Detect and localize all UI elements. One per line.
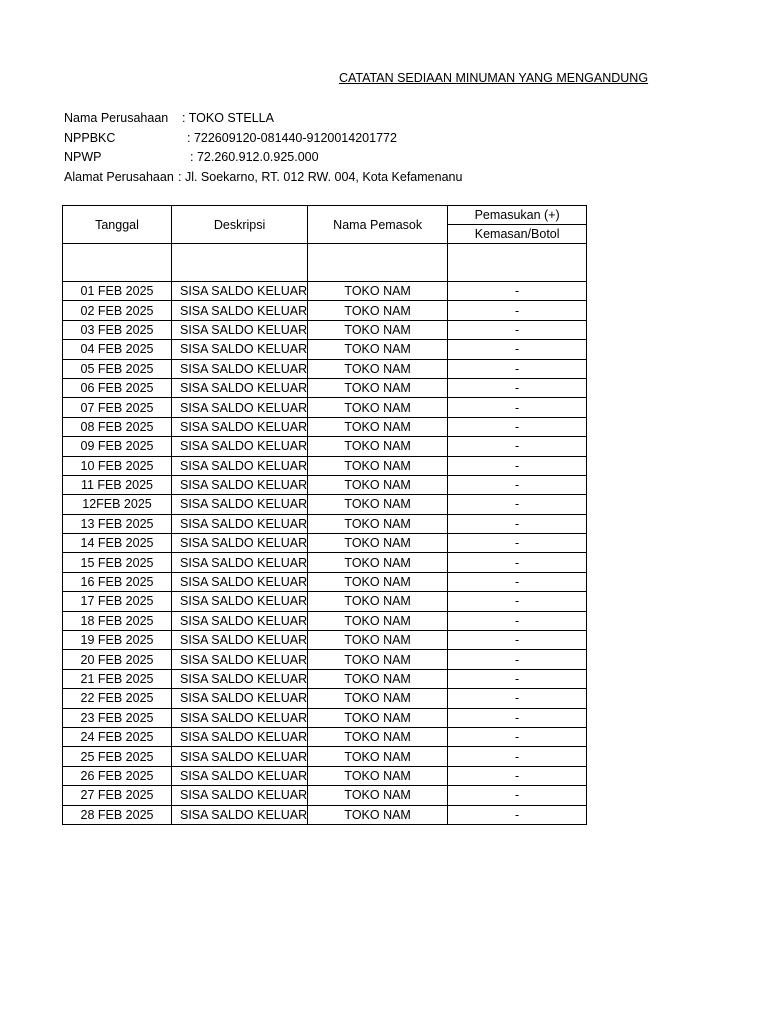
table-row: [63, 747, 587, 766]
table-row: [63, 437, 587, 456]
date-cell: 11 FEB 2025: [63, 475, 172, 494]
supplier-cell: TOKO NAM: [308, 669, 448, 688]
description-cell: SISA SALDO KELUAR: [172, 650, 308, 669]
date-cell: 18 FEB 2025: [63, 611, 172, 630]
date-cell: 07 FEB 2025: [63, 398, 172, 417]
supplier-cell: TOKO NAM: [308, 766, 448, 785]
nppbkc-value: : 722609120-081440-9120014201772: [187, 130, 397, 145]
header-description: Deskripsi: [172, 206, 308, 244]
description-cell: SISA SALDO KELUAR: [172, 359, 308, 378]
description-cell: SISA SALDO KELUAR: [172, 611, 308, 630]
qty-cell: -: [448, 572, 587, 591]
table-row: [63, 301, 587, 320]
table-row: [63, 650, 587, 669]
supplier-cell: TOKO NAM: [308, 553, 448, 572]
company-name-label: Nama Perusahaan: [64, 111, 169, 125]
date-cell: 08 FEB 2025: [63, 417, 172, 436]
address-value: : Jl. Soekarno, RT. 012 RW. 004, Kota Kefamenanu: [178, 170, 463, 185]
supplier-cell: TOKO NAM: [308, 437, 448, 456]
description-cell: SISA SALDO KELUAR: [172, 437, 308, 456]
description-cell: SISA SALDO KELUAR: [172, 708, 308, 727]
qty-cell: -: [448, 359, 587, 378]
table-row: [63, 669, 587, 688]
supplier-cell: TOKO NAM: [308, 359, 448, 378]
table-row: [63, 495, 587, 514]
qty-cell: -: [448, 534, 587, 553]
description-cell: SISA SALDO KELUAR: [172, 669, 308, 688]
nppbkc-label: NPPBKC: [64, 130, 116, 145]
description-cell: SISA SALDO KELUAR: [172, 631, 308, 650]
table-row: [63, 534, 587, 553]
table-row: [63, 708, 587, 727]
supplier-cell: TOKO NAM: [308, 708, 448, 727]
description-cell: SISA SALDO KELUAR: [172, 301, 308, 320]
date-cell: 13 FEB 2025: [63, 514, 172, 533]
qty-cell: -: [448, 727, 587, 746]
date-cell: 21 FEB 2025: [63, 669, 172, 688]
header-income: Pemasukan (+): [448, 206, 587, 225]
qty-cell: -: [448, 747, 587, 766]
qty-cell: -: [448, 514, 587, 533]
supplier-cell: TOKO NAM: [308, 282, 448, 301]
qty-cell: -: [448, 689, 587, 708]
date-cell: 27 FEB 2025: [63, 786, 172, 805]
description-cell: SISA SALDO KELUAR: [172, 786, 308, 805]
qty-cell: -: [448, 456, 587, 475]
date-cell: 09 FEB 2025: [63, 437, 172, 456]
table-row: [63, 572, 587, 591]
date-cell: 28 FEB 2025: [63, 805, 172, 824]
table-row: [63, 631, 587, 650]
table-row: [63, 805, 587, 824]
date-cell: 02 FEB 2025: [63, 301, 172, 320]
supplier-cell: TOKO NAM: [308, 689, 448, 708]
qty-cell: -: [448, 340, 587, 359]
table-row: [63, 359, 587, 378]
table-row: [63, 727, 587, 746]
description-cell: SISA SALDO KELUAR: [172, 282, 308, 301]
blank-row: [63, 244, 587, 282]
supplier-cell: TOKO NAM: [308, 572, 448, 591]
supplier-cell: TOKO NAM: [308, 495, 448, 514]
supplier-cell: TOKO NAM: [308, 475, 448, 494]
qty-cell: -: [448, 282, 587, 301]
supplier-cell: TOKO NAM: [308, 650, 448, 669]
supplier-cell: TOKO NAM: [308, 378, 448, 397]
qty-cell: -: [448, 805, 587, 824]
supplier-cell: TOKO NAM: [308, 514, 448, 533]
qty-cell: -: [448, 708, 587, 727]
qty-cell: -: [448, 301, 587, 320]
supplier-cell: TOKO NAM: [308, 340, 448, 359]
date-cell: 23 FEB 2025: [63, 708, 172, 727]
header-row-1: [63, 206, 587, 225]
blank-cell: [172, 244, 308, 282]
qty-cell: -: [448, 417, 587, 436]
supplier-cell: TOKO NAM: [308, 631, 448, 650]
description-cell: SISA SALDO KELUAR: [172, 553, 308, 572]
qty-cell: -: [448, 378, 587, 397]
header-unit: Kemasan/Botol: [448, 225, 587, 244]
supplier-cell: TOKO NAM: [308, 611, 448, 630]
table-row: [63, 475, 587, 494]
date-cell: 01 FEB 2025: [63, 282, 172, 301]
date-cell: 22 FEB 2025: [63, 689, 172, 708]
supplier-cell: TOKO NAM: [308, 320, 448, 339]
npwp-value: : 72.260.912.0.925.000: [190, 150, 319, 165]
company-name-value: : TOKO STELLA: [182, 111, 274, 125]
table-row: [63, 592, 587, 611]
description-cell: SISA SALDO KELUAR: [172, 592, 308, 611]
description-cell: SISA SALDO KELUAR: [172, 378, 308, 397]
supplier-cell: TOKO NAM: [308, 747, 448, 766]
description-cell: SISA SALDO KELUAR: [172, 514, 308, 533]
date-cell: 17 FEB 2025: [63, 592, 172, 611]
description-cell: SISA SALDO KELUAR: [172, 572, 308, 591]
qty-cell: -: [448, 495, 587, 514]
date-cell: 06 FEB 2025: [63, 378, 172, 397]
supplier-cell: TOKO NAM: [308, 417, 448, 436]
table-row: [63, 553, 587, 572]
qty-cell: -: [448, 766, 587, 785]
description-cell: SISA SALDO KELUAR: [172, 475, 308, 494]
blank-cell: [63, 244, 172, 282]
table-row: [63, 456, 587, 475]
table-row: [63, 398, 587, 417]
qty-cell: -: [448, 650, 587, 669]
description-cell: SISA SALDO KELUAR: [172, 417, 308, 436]
header-supplier: Nama Pemasok: [308, 206, 448, 244]
blank-cell: [308, 244, 448, 282]
date-cell: 14 FEB 2025: [63, 534, 172, 553]
document-title-text: CATATAN SEDIAAN MINUMAN YANG MENGANDUNG: [339, 71, 649, 85]
supplier-cell: TOKO NAM: [308, 398, 448, 417]
stock-ledger-table: [62, 205, 587, 825]
description-cell: SISA SALDO KELUAR: [172, 534, 308, 553]
description-cell: SISA SALDO KELUAR: [172, 340, 308, 359]
qty-cell: -: [448, 553, 587, 572]
supplier-cell: TOKO NAM: [308, 301, 448, 320]
date-cell: 10 FEB 2025: [63, 456, 172, 475]
description-cell: SISA SALDO KELUAR: [172, 398, 308, 417]
date-cell: 19 FEB 2025: [63, 631, 172, 650]
supplier-cell: TOKO NAM: [308, 786, 448, 805]
table-row: [63, 378, 587, 397]
table-row: [63, 320, 587, 339]
description-cell: SISA SALDO KELUAR: [172, 766, 308, 785]
qty-cell: -: [448, 669, 587, 688]
date-cell: 25 FEB 2025: [63, 747, 172, 766]
description-cell: SISA SALDO KELUAR: [172, 805, 308, 824]
table-row: [63, 689, 587, 708]
npwp-label: NPWP: [64, 150, 102, 165]
date-cell: 04 FEB 2025: [63, 340, 172, 359]
date-cell: 26 FEB 2025: [63, 766, 172, 785]
date-cell: 05 FEB 2025: [63, 359, 172, 378]
description-cell: SISA SALDO KELUAR: [172, 495, 308, 514]
date-cell: 24 FEB 2025: [63, 727, 172, 746]
table-row: [63, 611, 587, 630]
date-cell: 20 FEB 2025: [63, 650, 172, 669]
blank-cell: [448, 244, 587, 282]
qty-cell: -: [448, 786, 587, 805]
description-cell: SISA SALDO KELUAR: [172, 747, 308, 766]
supplier-cell: TOKO NAM: [308, 534, 448, 553]
qty-cell: -: [448, 398, 587, 417]
supplier-cell: TOKO NAM: [308, 592, 448, 611]
date-cell: 12FEB 2025: [63, 495, 172, 514]
address-label: Alamat Perusahaan: [64, 170, 174, 185]
qty-cell: -: [448, 611, 587, 630]
qty-cell: -: [448, 320, 587, 339]
qty-cell: -: [448, 592, 587, 611]
description-cell: SISA SALDO KELUAR: [172, 456, 308, 475]
document-title: [339, 71, 649, 89]
date-cell: 16 FEB 2025: [63, 572, 172, 591]
description-cell: SISA SALDO KELUAR: [172, 320, 308, 339]
table-row: [63, 766, 587, 785]
table-row: [63, 786, 587, 805]
date-cell: 03 FEB 2025: [63, 320, 172, 339]
table-row: [63, 417, 587, 436]
header-date: Tanggal: [63, 206, 172, 244]
table-row: [63, 340, 587, 359]
table-row: [63, 282, 587, 301]
qty-cell: -: [448, 475, 587, 494]
ledger-body: [63, 282, 587, 825]
supplier-cell: TOKO NAM: [308, 456, 448, 475]
qty-cell: -: [448, 437, 587, 456]
supplier-cell: TOKO NAM: [308, 727, 448, 746]
supplier-cell: TOKO NAM: [308, 805, 448, 824]
qty-cell: -: [448, 631, 587, 650]
date-cell: 15 FEB 2025: [63, 553, 172, 572]
table-row: [63, 514, 587, 533]
description-cell: SISA SALDO KELUAR: [172, 727, 308, 746]
description-cell: SISA SALDO KELUAR: [172, 689, 308, 708]
